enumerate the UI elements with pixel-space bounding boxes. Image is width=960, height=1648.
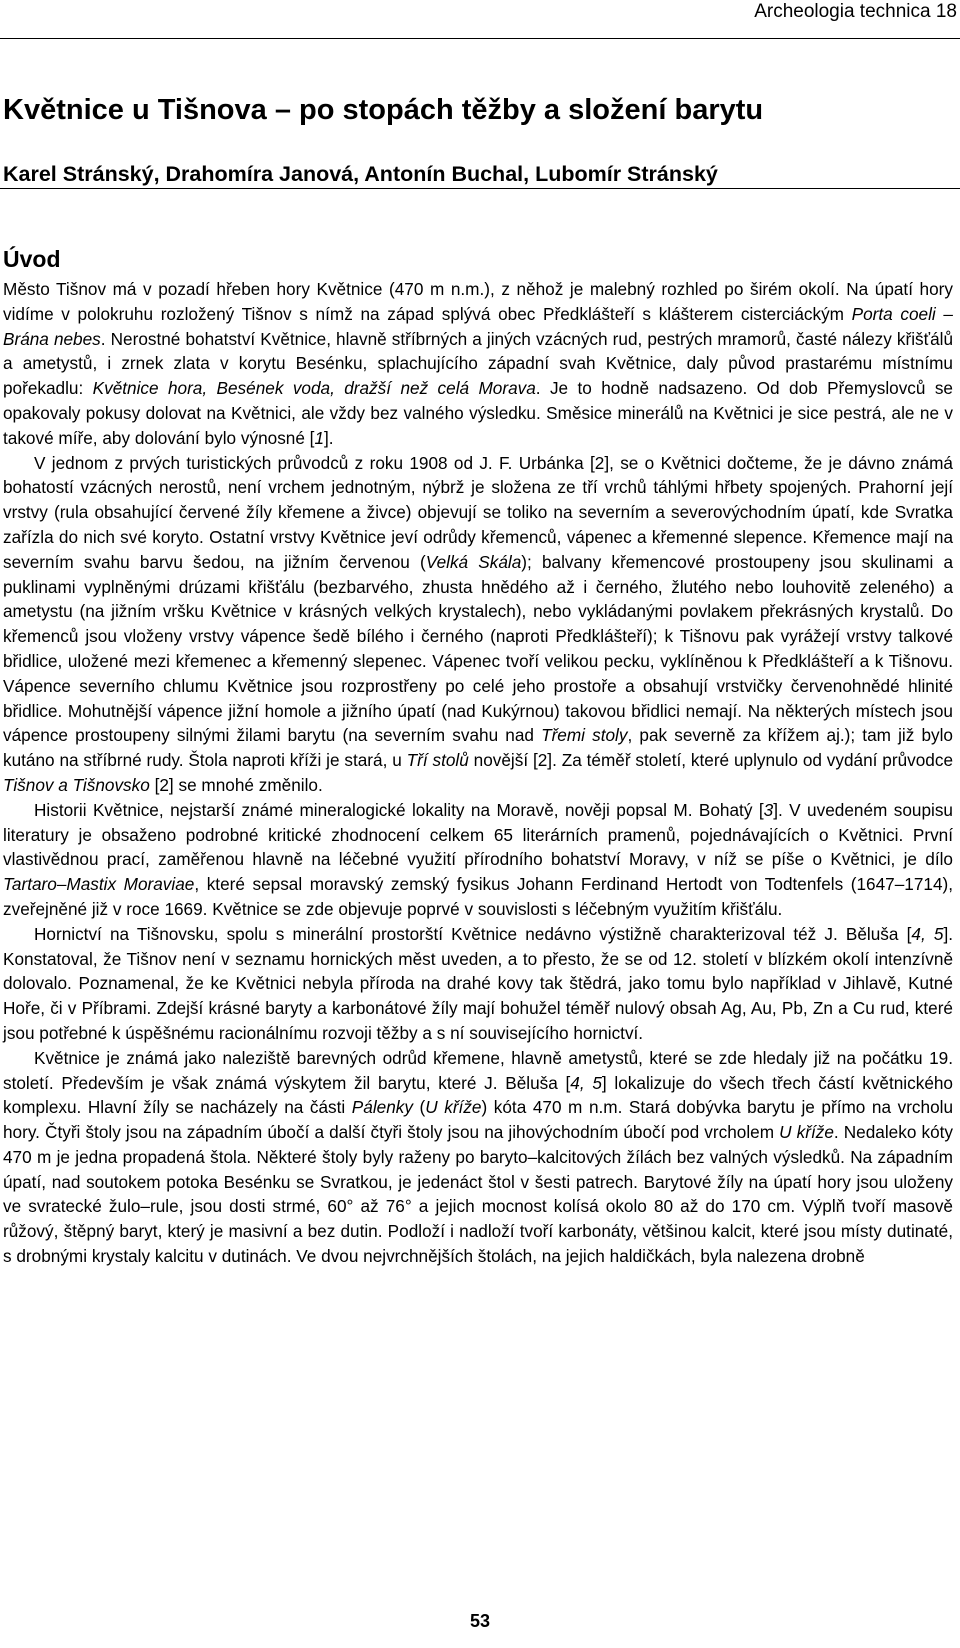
body-paragraph: [3, 922, 953, 1046]
italic-run: Porta coeli – Brána nebes: [3, 303, 953, 349]
text-run: ] lokalizuje do všech třech částí květnického komplexu. Hlavní žíly se nacházely na části: [3, 1072, 953, 1118]
italic-run: Tartaro–Mastix Moraviae: [3, 874, 195, 895]
author-list: Karel Stránský, Drahomíra Janová, Antonín Buchal, Lubomír Stránský: [3, 162, 718, 186]
text-run: Město Tišnov má v pozadí hřeben hory Květnice (470 m n.m.), z něhož je malebný rozhled po širém okolí. Na úpatí hory vidíme v polokruhu rozložený Tišnov s nímž na západ splývá obec Předklášteří s klášterem cisterciáckým: [3, 279, 953, 324]
text-run: ]. Konstatoval, že Tišnov není v seznamu hornických měst uveden, a to přesto, že se od 12. století v blízkém okolí intenzívně dolovalo. Poznamenal, že ke Květnici nebyla příroda na drahé kovy tak štědrá, jako tomu bylo například v Jihlavě, Kutné Hoře, či v Příbrami. Zdejší krásné baryty a karbonátové žíly mají bohužel téměř nulový obsah Ag, Au, Pb, Zn a Cu rud, které jsou potřebné k úspěšnému racionálnímu rozvoji těžby a s ní souvisejícího hornictví.: [3, 923, 953, 1043]
running-head: [0, 0, 960, 39]
text-run: ]. V uvedeném soupisu literatury je obsaženo podrobné kritické zhodnocení celkem 65 literárních pramenů, pojednávajících o Květnici. První vlastivědnou prací, zaměřenou hlavně na léčebné využití přírodního bohatství Moravy, v níž se píše o Květnici, je dílo: [3, 799, 953, 870]
text-run: , pak severně za křížem aj.); tam již bylo kutáno na stříbrné rudy. Štola naproti kříži je stará, u: [3, 725, 953, 771]
italic-run: Tišnov a Tišnovsko: [3, 774, 150, 795]
article-title: Květnice u Tišnova – po stopách těžby a složení barytu: [3, 94, 764, 126]
text-run: Květnice je známá jako naleziště barevných odrůd křemene, hlavně ametystů, které se zde hledaly již na počátku 19. století. Především je však známá výskytem žil barytu, které J. Běluša [: [3, 1047, 953, 1093]
text-run: Hornictví na Tišnovsku, spolu s minerální prostorští Květnice nedávno výstižně charakterizoval též J. Běluša [: [34, 923, 912, 944]
text-run: novější [2]. Za téměř století, které uplynulo od vydání průvodce: [468, 750, 954, 771]
italic-run: 4, 5: [570, 1072, 602, 1093]
text-run: . Nerostné bohatství Květnice, hlavně stříbrných a jiných vzácných rud, pestrých mramorů, časté nálezy křišťálů a ametystů, i zrnek zlata v korytu Besénku, splachujícího západní svah Květnice, daly původ prastarému místnímu pořekadlu:: [3, 328, 954, 399]
body-text: [3, 277, 953, 1269]
italic-run: U kříže: [779, 1122, 834, 1143]
page-number: 53: [469, 1611, 491, 1631]
text-run: ].: [324, 427, 334, 448]
italic-run: Velká Skála: [425, 551, 522, 572]
text-run: . Nedaleko kóty 470 m je jedna propadená štola. Některé štoly byly raženy po baryto–kalcitových žílách bez valných výsledků. Na západním úpatí, nad soutokem potoka Besénku se Svratkou, je jedenáct štol v šesti patrech. Barytové žíly na úpatí hory jsou uloženy ve svratecké žulo–rule, jsou dosti strmé, 60° až 76° a jejich mocnost kolísá okolo 80 až do 170 cm. Výplň tvoří masově růžový, štěpný baryt, který je masivní a bez dutin. Podloží i nadloží tvoří karbonáty, většinou kalcit, které jsou místy dutinaté, s drobnými krystaly kalcitu v dutinách. Ve dvou nejvrchnějších štolách, na jejich haldičkách, byla nalezena drobně: [3, 1122, 954, 1267]
body-paragraph: [3, 451, 953, 798]
italic-run: U kříže: [425, 1097, 482, 1118]
italic-run: Tří stolů: [406, 750, 469, 771]
italic-run: Třemi stoly: [541, 725, 628, 746]
italic-run: Pálenky: [351, 1097, 413, 1118]
title-rule: [0, 188, 960, 189]
body-paragraph: [3, 798, 953, 922]
text-run: ); balvany křemencové prostoupeny jsou skulinami a puklinami vyplněnými drúzami křišťálu (bezbarvého, zhusta hnědého až i černého, žlutého nebo louhovitě zeleného) a ametystu (na jižním vršku Květnice v krásných velkých krystalech), nebo vykládanými povlakem překrásných krystalů. Do křemenců jsou vloženy vrstvy vápence šedě bílého i černého (naproti Předklášteří); k Tišnovu pak vyrážejí vrstvy talkové břidlice, uložené mezi křemenec a křemenný slepenec. Vápenec tvoří velikou pecku, vyklíněnou k Předklášteří a k Tišnovu. Vápence severního chlumu Květnice jsou rozprostřeny po celé jeho prostoře a obsahují vrstvičky červenohnědé hlinité břidlice. Mohutnější vápence jižní homole a jižního úpatí (nad Kukýrnou) takovou břidlici nemají. Na některých místech jsou vápence prostoupeny silnými žilami barytu (na severním svahu nad: [3, 551, 953, 746]
text-run: V jednom z prvých turistických průvodců z roku 1908 od J. F. Urbánka [2], se o Květnici dočteme, že je dávno známá bohatostí vzácných nerostů, není vrchem jednotným, nýbrž je složena ze tří vrchů táhlými hřbety spojených. Prahorní její vrstvy (rula obsahující červené žíly křemene a živce) objevují se toliko na severním a severovýchodním úpatí, kde Svratka zařízla do nich své koryto. Ostatní vrstvy Květnice jeví odrůdy křemenců, vápenec a křemenné slepence. Křemence mají na severním svahu barvu šedou, na jižním červenou (: [3, 452, 953, 572]
journal-name: Archeologia technica 18: [754, 1, 957, 22]
body-paragraph: [3, 277, 953, 451]
body-paragraph: [3, 1046, 953, 1269]
section-heading: Úvod: [3, 246, 61, 272]
text-run: ) kóta 470 m n.m. Stará dobývka barytu je přímo na vrcholu hory. Čtyři štoly jsou na západním úbočí a další čtyři štoly jsou na jihovýchodním úbočí pod vrcholem: [3, 1097, 954, 1143]
italic-run: 4, 5: [911, 923, 944, 944]
text-run: (: [412, 1097, 426, 1118]
italic-run: 1: [314, 427, 325, 448]
text-run: [2] se mnohé změnilo.: [149, 774, 323, 795]
text-run: , které sepsal moravský zemský fysikus Johann Ferdinand Hertodt von Todtenfels (1647–1714), zveřejněné již v roce 1669. Květnice se zde objevuje poprvé v souvislosti s léčebným využitím křišťálu.: [3, 874, 954, 919]
italic-run: 3: [763, 799, 774, 820]
text-run: . Je to hodně nadsazeno. Od dob Přemyslovců se opakovaly pokusy dolovat na Květnici, ale vždy bez valného výsledku. Směsice minerálů na Květnici je sice pestrá, ale ne v takové míře, aby dolování bylo výnosné [: [3, 378, 953, 448]
italic-run: Květnice hora, Besének voda, dražší než celá Morava: [92, 378, 536, 399]
text-run: Historii Květnice, nejstarší známé mineralogické lokality na Moravě, nověji popsal M. Bohatý [: [34, 799, 764, 820]
